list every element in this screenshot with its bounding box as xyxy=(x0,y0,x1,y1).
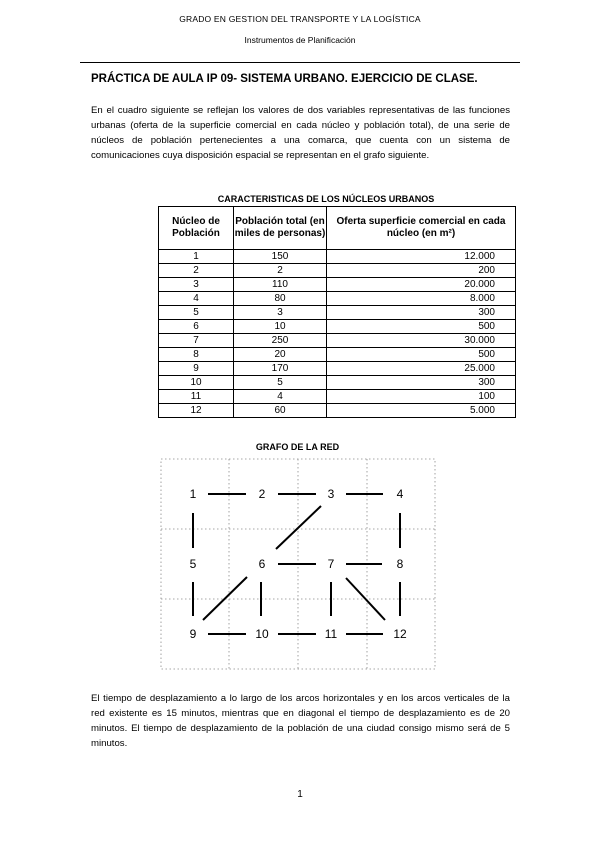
cell-nucleus: 1 xyxy=(159,250,234,264)
table-row xyxy=(159,264,516,278)
table-caption: CARACTERISTICAS DE LOS NÚCLEOS URBANOS xyxy=(217,194,435,204)
cell-commercial: 300 xyxy=(327,376,516,390)
cell-nucleus: 12 xyxy=(159,404,234,418)
table-row xyxy=(159,362,516,376)
edge-7-12 xyxy=(346,578,385,620)
cell-commercial: 8.000 xyxy=(327,292,516,306)
node-1: 1 xyxy=(189,487,197,501)
table-header-row xyxy=(159,207,516,250)
cell-nucleus: 8 xyxy=(159,348,234,362)
cell-population: 250 xyxy=(234,334,327,348)
cell-population: 3 xyxy=(234,306,327,320)
cell-nucleus: 4 xyxy=(159,292,234,306)
cell-nucleus: 9 xyxy=(159,362,234,376)
header-degree: GRADO EN GESTION DEL TRANSPORTE Y LA LOGÍSTICA xyxy=(179,14,421,24)
cell-population: 20 xyxy=(234,348,327,362)
page-title: PRÁCTICA DE AULA IP 09- SISTEMA URBANO. EJERCICIO DE CLASE. xyxy=(91,73,478,85)
node-12: 12 xyxy=(393,627,407,641)
travel-time-paragraph: El tiempo de desplazamiento a lo largo de los arcos horizontales y en los arcos verticales de la red existente es 15 minutos, mientras que en diagonal el tiempo de desplazamiento es de 20 minutos. El tiempo de desplazamiento de la población de una ciudad consigo mismo será de 5 minutos. xyxy=(91,693,510,749)
cell-population: 4 xyxy=(234,390,327,404)
cell-commercial: 12.000 xyxy=(327,250,516,264)
edge-6-3 xyxy=(276,506,321,549)
network-graph xyxy=(160,458,436,670)
cell-population: 2 xyxy=(234,264,327,278)
cell-nucleus: 6 xyxy=(159,320,234,334)
node-2: 2 xyxy=(258,487,266,501)
cell-commercial: 100 xyxy=(327,390,516,404)
header-divider xyxy=(80,62,520,63)
node-10: 10 xyxy=(255,627,269,641)
header-subject: Instrumentos de Planificación xyxy=(244,35,356,45)
column-header-population: Población total (en miles de personas) xyxy=(234,207,327,250)
cell-population: 150 xyxy=(234,250,327,264)
graph-edges xyxy=(193,494,400,634)
table-row xyxy=(159,306,516,320)
cell-population: 5 xyxy=(234,376,327,390)
urban-nuclei-table xyxy=(158,206,516,418)
cell-population: 80 xyxy=(234,292,327,306)
cell-population: 170 xyxy=(234,362,327,376)
page-number: 1 xyxy=(297,789,303,800)
cell-nucleus: 11 xyxy=(159,390,234,404)
table-row xyxy=(159,292,516,306)
cell-nucleus: 10 xyxy=(159,376,234,390)
cell-nucleus: 2 xyxy=(159,264,234,278)
node-9: 9 xyxy=(189,627,197,641)
node-8: 8 xyxy=(396,557,404,571)
cell-commercial: 200 xyxy=(327,264,516,278)
intro-paragraph: En el cuadro siguiente se reflejan los valores de dos variables representativas de las funciones urbanas (oferta de la superficie comercial en cada núcleo y población total), de una serie de núcleos de población pertenecientes a una comarca, que cuenta con un sistema de comunicaciones cuya disposición espacial se representan en el grafo siguiente. xyxy=(91,105,510,161)
cell-population: 110 xyxy=(234,278,327,292)
cell-population: 60 xyxy=(234,404,327,418)
cell-nucleus: 7 xyxy=(159,334,234,348)
table-row xyxy=(159,278,516,292)
node-11: 11 xyxy=(324,627,338,641)
cell-commercial: 500 xyxy=(327,348,516,362)
edge-6-9 xyxy=(203,577,247,620)
cell-commercial: 500 xyxy=(327,320,516,334)
cell-commercial: 300 xyxy=(327,306,516,320)
node-5: 5 xyxy=(189,557,197,571)
table-row xyxy=(159,390,516,404)
cell-commercial: 25.000 xyxy=(327,362,516,376)
table-row xyxy=(159,320,516,334)
cell-commercial: 20.000 xyxy=(327,278,516,292)
table-row xyxy=(159,348,516,362)
node-7: 7 xyxy=(327,557,335,571)
node-6: 6 xyxy=(258,557,266,571)
table-row xyxy=(159,250,516,264)
column-header-nucleus: Núcleo de Población xyxy=(159,207,234,250)
cell-commercial: 5.000 xyxy=(327,404,516,418)
node-3: 3 xyxy=(327,487,335,501)
cell-nucleus: 5 xyxy=(159,306,234,320)
cell-population: 10 xyxy=(234,320,327,334)
table-row xyxy=(159,404,516,418)
table-row xyxy=(159,376,516,390)
table-row xyxy=(159,334,516,348)
column-header-commercial: Oferta superficie comercial en cada núcleo (en m²) xyxy=(327,207,516,250)
node-4: 4 xyxy=(396,487,404,501)
cell-nucleus: 3 xyxy=(159,278,234,292)
cell-commercial: 30.000 xyxy=(327,334,516,348)
graph-caption: GRAFO DE LA RED xyxy=(255,442,340,452)
